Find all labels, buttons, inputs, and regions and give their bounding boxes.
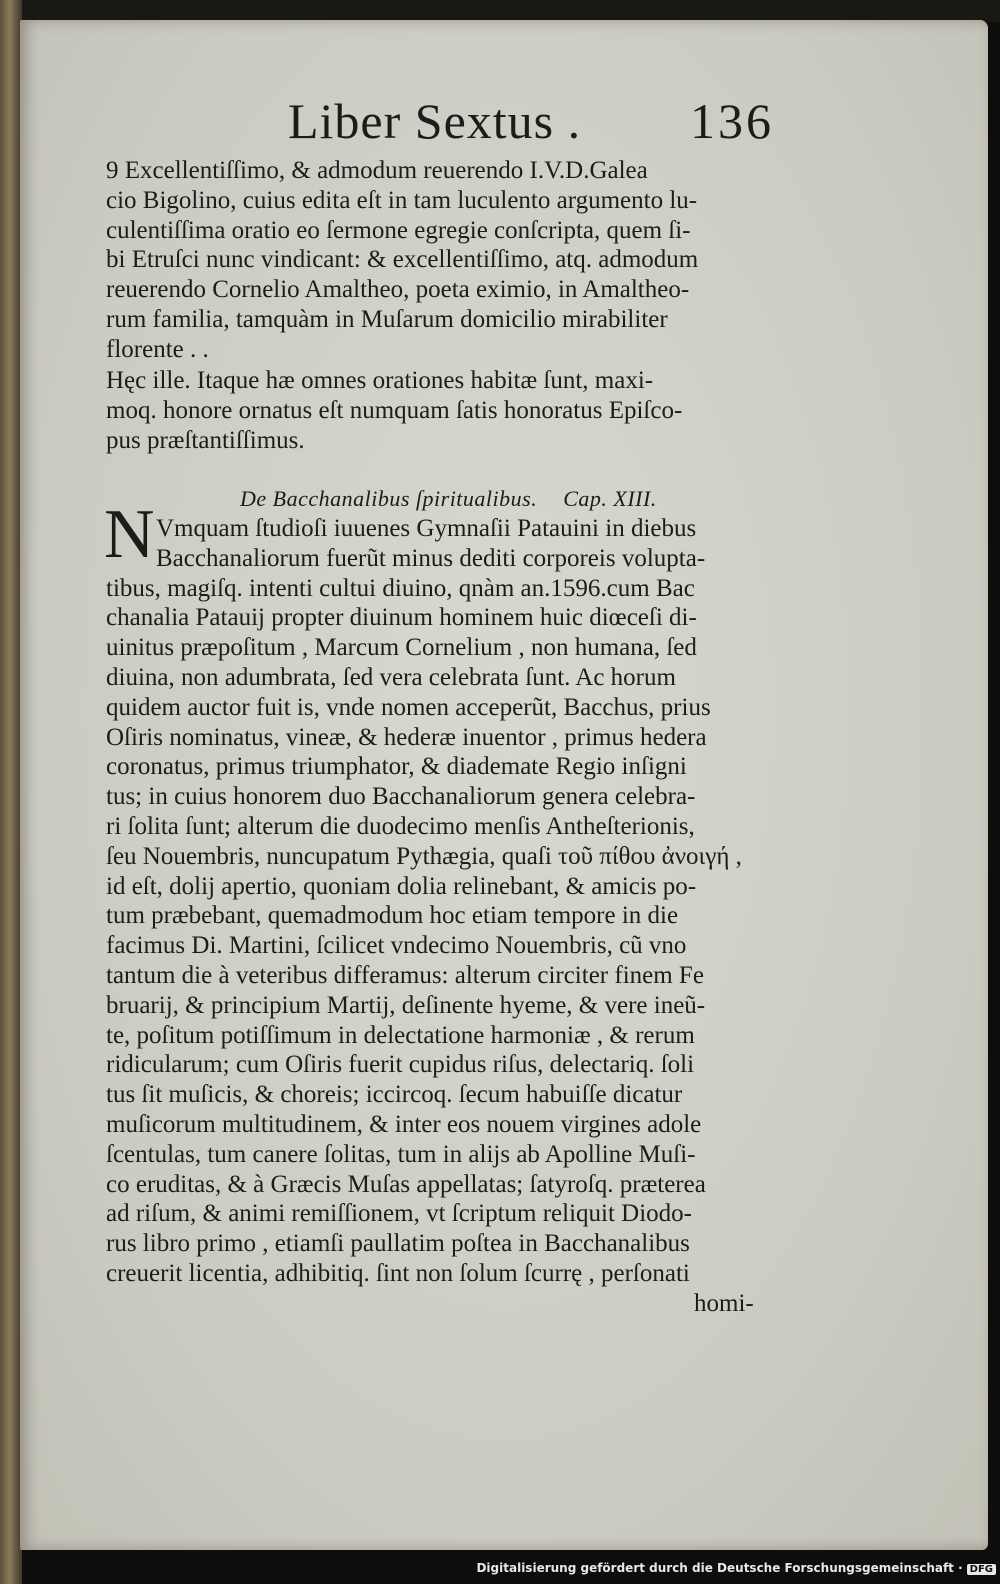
text-line: tibus, magiſq. intenti cultui diuino, qnàm an.1596.cum Bac xyxy=(106,574,695,602)
text-line: ſeu Nouembris, nuncupatum Pythægia, quaſi τοῦ πίθου ἀνοιγή , xyxy=(106,842,742,870)
text-line: tum præbebant, quemadmodum hoc etiam tempore in die xyxy=(106,902,679,930)
text-line: tus ſit muſicis, & choreis; iccircoq. ſecum habuiſſe dicatur xyxy=(106,1081,683,1109)
digitization-credit xyxy=(476,1561,996,1575)
text-line: id eſt, dolij apertio, quoniam dolia relinebant, & amicis po- xyxy=(106,872,697,900)
text-line: 9 Excellentiſſimo, & admodum reuerendo I.V.D.Galea xyxy=(106,157,648,184)
text-line: te, poſitum potiſſimum in delectatione harmoniæ , & rerum xyxy=(106,1021,695,1049)
text-line: muſicorum multitudinem, & inter eos nouem virgines adole xyxy=(106,1110,702,1138)
text-line: facimus Di. Martini, ſcilicet vndecimo Nouembris, cũ vno xyxy=(106,932,687,960)
drop-capital: N xyxy=(104,496,155,573)
text-line: diuina, non adumbrata, ſed vera celebrata ſunt. Ac horum xyxy=(106,663,676,691)
text-line: bi Etruſci nunc vindicant: & excellentiſſimo, atq. admodum xyxy=(106,246,699,274)
scan-border-top xyxy=(0,0,1000,22)
chapter-heading xyxy=(240,486,657,512)
text-line: culentiſſima oratio eo ſermone egregie conſcripta, quem ſi- xyxy=(106,216,691,244)
text-line: co eruditas, & à Græcis Muſas appellatas; ſatyroſq. præterea xyxy=(106,1170,706,1198)
text-line: tantum die à veteribus differamus: alterum circiter finem Fe xyxy=(106,961,704,989)
text-line: rum familia, tamquàm in Muſarum domicilio mirabiliter xyxy=(106,305,668,333)
text-line: quidem auctor fuit is, vnde nomen acceperũt, Bacchus, prius xyxy=(106,693,711,721)
text-line: tus; in cuius honorem duo Bacchanaliorum genera celebra- xyxy=(106,783,696,811)
catchword: homi- xyxy=(694,1290,754,1317)
text-line: reuerendo Cornelio Amaltheo, poeta eximio, in Amaltheo- xyxy=(106,276,690,304)
text-line: moq. honore ornatus eſt numquam ſatis honoratus Epiſco- xyxy=(106,396,683,424)
text-line: ri ſolita ſunt; alterum die duodecimo menſis Antheſterionis, xyxy=(106,812,695,840)
text-line: ſcentulas, tum canere ſolitas, tum in alijs ab Apolline Muſi- xyxy=(106,1140,696,1168)
text-line: Bacchanaliorum fuerũt minus dediti corporeis volupta- xyxy=(156,544,706,572)
chapter-title: De Bacchanalibus ſpiritualibus. xyxy=(240,486,538,511)
dfg-logo: DFG xyxy=(967,1564,996,1575)
text-line: uinitus præpoſitum , Marcum Cornelium , non humana, ſed xyxy=(106,634,697,662)
paragraph-1 xyxy=(106,156,802,365)
text-line: Hęc ille. Itaque hæ omnes orationes habitæ ſunt, maxi- xyxy=(106,367,654,394)
paragraph-2 xyxy=(106,366,802,455)
text-line: Oſiris nominatus, vineæ, & hederæ inuentor , primus hedera xyxy=(106,723,707,751)
book-spine xyxy=(0,0,22,1584)
text-line: ridicularum; cum Oſiris fuerit cupidus riſus, delectariq. ſoli xyxy=(106,1051,695,1079)
text-line: bruarij, & principium Martij, deſinente hyeme, & vere ineũ- xyxy=(106,991,706,1019)
text-line: ad riſum, & animi remiſſionem, vt ſcriptum reliquit Diodo- xyxy=(106,1200,693,1228)
text-line: pus præſtantiſſimus. xyxy=(106,426,305,454)
text-line: rus libro primo , etiamſi paullatim poſtea in Bacchanalibus xyxy=(106,1230,690,1258)
running-head: Liber Sextus . xyxy=(288,93,582,149)
text-line: creuerit licentia, adhibitiq. ſint non ſolum ſcurrę , perſonati xyxy=(106,1259,690,1287)
chapter-number: Cap. XIII. xyxy=(563,486,657,511)
credit-text: Digitalisierung gefördert durch die Deutsche Forschungsgemeinschaft · xyxy=(476,1561,963,1575)
text-line: chanalia Patauij propter diuinum hominem huic diœceſi di- xyxy=(106,604,697,632)
paragraph-3 xyxy=(106,514,802,1289)
text-line: Vmquam ſtudioſi iuuenes Gymnaſii Patauini in diebus xyxy=(156,515,697,542)
page-number: 136 xyxy=(690,93,774,149)
text-line: coronatus, primus triumphator, & diademate Regio inſigni xyxy=(106,753,687,781)
text-line: florente . . xyxy=(106,335,209,363)
text-line: cio Bigolino, cuius edita eſt in tam luculento argumento lu- xyxy=(106,186,698,214)
